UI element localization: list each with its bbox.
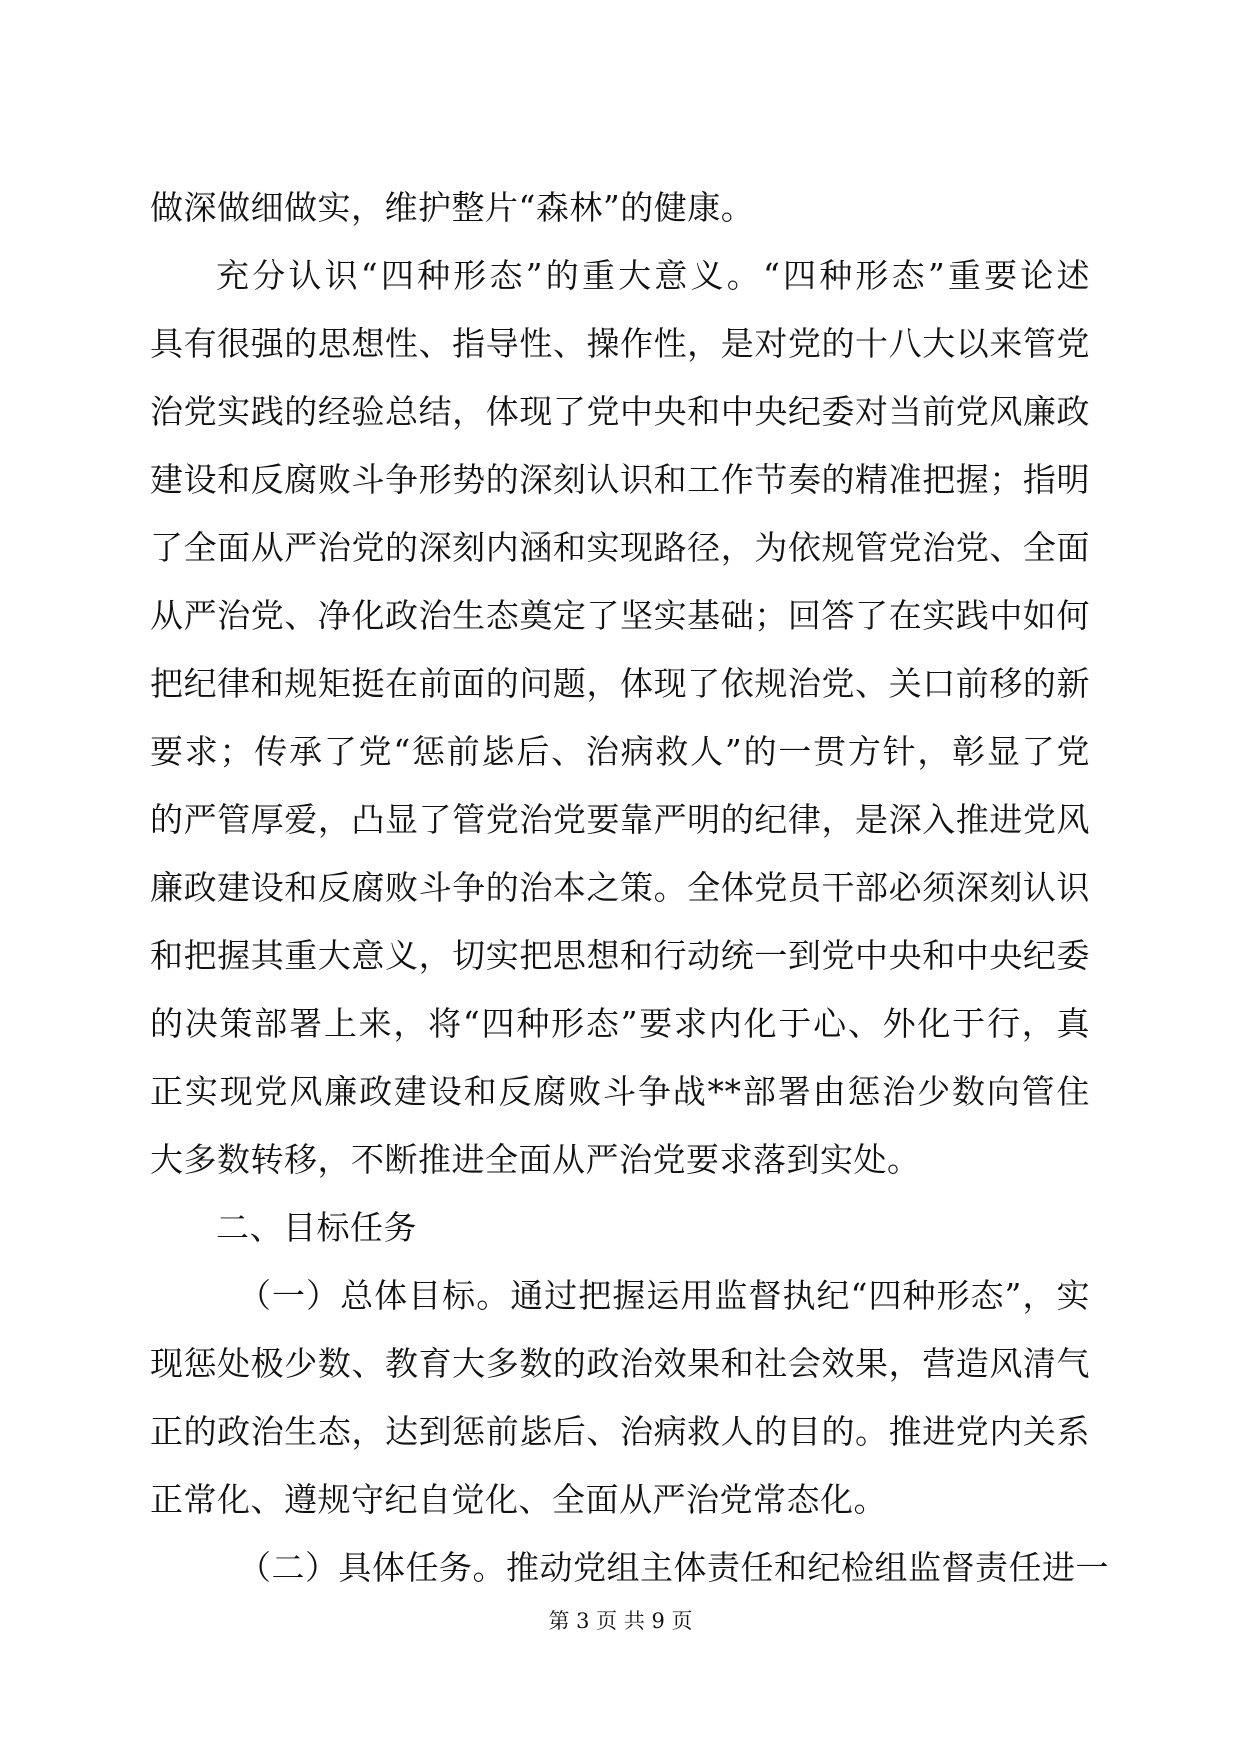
document-body — [150, 174, 1109, 1602]
paragraph-line: 建设和反腐败斗争形势的深刻认识和工作节奏的精准把握；指明 — [150, 460, 1090, 499]
paragraph-line: 的严管厚爱，凸显了管党治党要靠严明的纪律，是深入推进党风 — [150, 800, 1090, 839]
page-number-footer: 第 3 页 共 9 页 — [548, 1609, 693, 1633]
paragraph-line: 和把握其重大意义，切实把思想和行动统一到党中央和中央纪委 — [150, 936, 1090, 975]
paragraph-line: （一）总体目标。通过把握运用监督执纪“四种形态”，实 — [238, 1276, 1090, 1315]
paragraph-line: 正常化、遵规守纪自觉化、全面从严治党常态化。 — [150, 1480, 887, 1519]
paragraph-line: 把纪律和规矩挺在前面的问题，体现了依规治党、关口前移的新 — [150, 664, 1090, 703]
paragraph-line: 充分认识“四种形态”的重大意义。“四种形态”重要论述 — [216, 256, 1090, 295]
paragraph-line: 从严治党、净化政治生态奠定了坚实基础；回答了在实践中如何 — [150, 596, 1090, 635]
paragraph-line: 的决策部署上来，将“四种形态”要求内化于心、外化于行，真 — [150, 1004, 1090, 1043]
paragraph-line: 做深做细做实，维护整片“森林”的健康。 — [150, 188, 755, 227]
paragraph-line: 正的政治生态，达到惩前毖后、治病救人的目的。推进党内关系 — [150, 1412, 1090, 1451]
paragraph-line: （二）具体任务。推动党组主体责任和纪检组监督责任进一 — [238, 1548, 1109, 1587]
paragraph-line: 廉政建设和反腐败斗争的治本之策。全体党员干部必须深刻认识 — [150, 868, 1090, 907]
paragraph-line: 具有很强的思想性、指导性、操作性，是对党的十八大以来管党 — [150, 324, 1090, 363]
paragraph-line: 治党实践的经验总结，体现了党中央和中央纪委对当前党风廉政 — [150, 392, 1090, 431]
paragraph-line: 要求；传承了党“惩前毖后、治病救人”的一贯方针，彰显了党 — [150, 732, 1090, 771]
paragraph-line: 大多数转移，不断推进全面从严治党要求落到实处。 — [150, 1140, 921, 1179]
section-heading: 二、目标任务 — [216, 1208, 417, 1247]
paragraph-line: 正实现党风廉政建设和反腐败斗争战**部署由惩治少数向管住 — [150, 1072, 1090, 1111]
paragraph-line: 了全面从严治党的深刻内涵和实现路径，为依规管党治党、全面 — [150, 528, 1090, 567]
paragraph-line: 现惩处极少数、教育大多数的政治效果和社会效果，营造风清气 — [150, 1344, 1090, 1383]
